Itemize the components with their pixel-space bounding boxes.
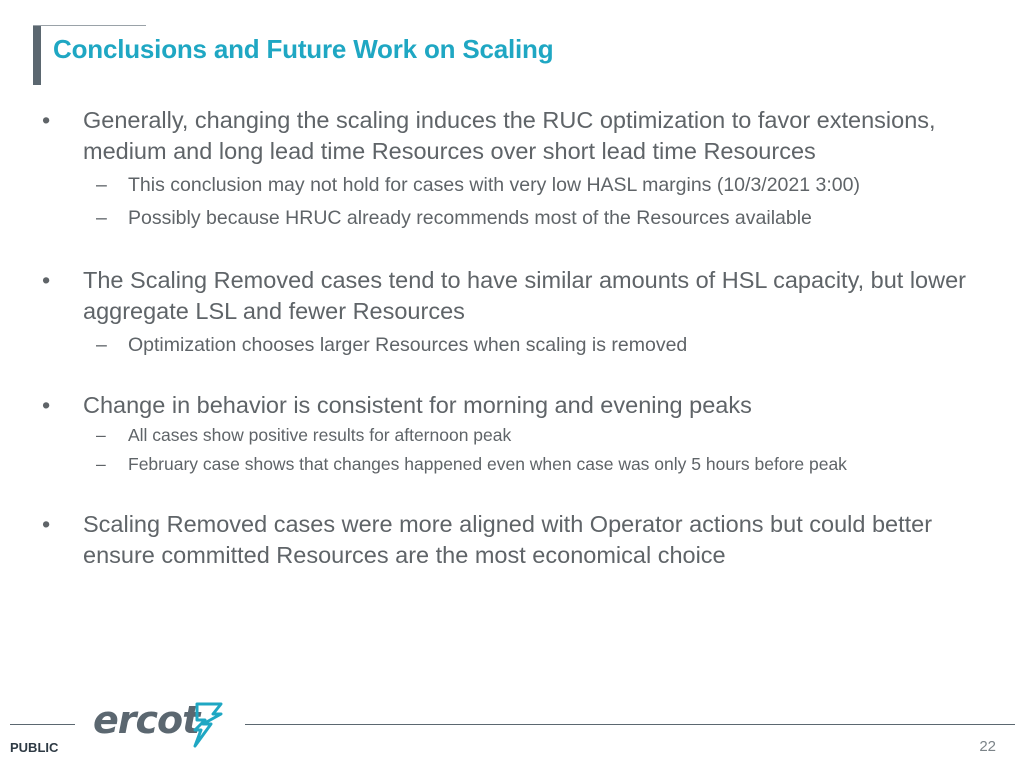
bullet-3 — [0, 390, 1024, 421]
bullet-dot: • — [42, 392, 51, 418]
bullet-text: The Scaling Removed cases tend to have similar amounts of HSL capacity, but lower aggregate LSL and fewer Resources — [83, 267, 966, 324]
sub-dash: – — [96, 454, 106, 474]
sub-dash: – — [96, 334, 107, 356]
sub-bullet-text: February case shows that changes happened even when case was only 5 hours before peak — [128, 454, 847, 474]
bullet-dot: • — [42, 511, 51, 537]
sub-bullet-2-1 — [0, 331, 1024, 360]
sub-bullet-1-2 — [0, 204, 1024, 233]
sub-dash: – — [96, 425, 106, 445]
bullet-text: Change in behavior is consistent for morning and evening peaks — [83, 392, 752, 418]
sub-dash: – — [96, 207, 107, 229]
bullet-1 — [0, 105, 1024, 167]
sub-bullet-text: All cases show positive results for afternoon peak — [128, 425, 512, 445]
sub-bullet-text: This conclusion may not hold for cases with very low HASL margins (10/3/2021 3:00) — [128, 174, 860, 196]
sub-bullet-1-1 — [0, 171, 1024, 200]
slide-title: Conclusions and Future Work on Scaling — [53, 34, 554, 64]
bullet-4 — [0, 509, 1024, 571]
title-rule — [33, 25, 146, 26]
bullet-text: Generally, changing the scaling induces the RUC optimization to favor extensions, medium and long lead time Resources over short lead time Resources — [83, 107, 936, 164]
bullet-2 — [0, 265, 1024, 327]
lightning-bolt-icon — [191, 700, 225, 748]
footer-rule-left — [10, 724, 75, 725]
sub-bullet-text: Possibly because HRUC already recommends most of the Resources available — [128, 207, 812, 229]
sub-bullet-3-2 — [0, 450, 1024, 479]
title-accent-bar — [33, 25, 41, 85]
sub-bullet-3-1 — [0, 421, 1024, 450]
slide-content — [0, 105, 1024, 571]
logo-wordmark: ercot — [93, 698, 200, 742]
sub-dash: – — [96, 174, 107, 196]
bullet-text: Scaling Removed cases were more aligned with Operator actions but could better ensure committed Resources are the most economical choice — [83, 511, 933, 568]
classification-label: PUBLIC — [10, 740, 59, 755]
ercot-logo — [93, 698, 199, 742]
page-number: 22 — [979, 738, 996, 755]
footer-rule-right — [245, 724, 1015, 725]
sub-bullet-text: Optimization chooses larger Resources when scaling is removed — [128, 334, 688, 356]
bullet-dot: • — [42, 107, 51, 133]
bullet-dot: • — [42, 267, 51, 293]
